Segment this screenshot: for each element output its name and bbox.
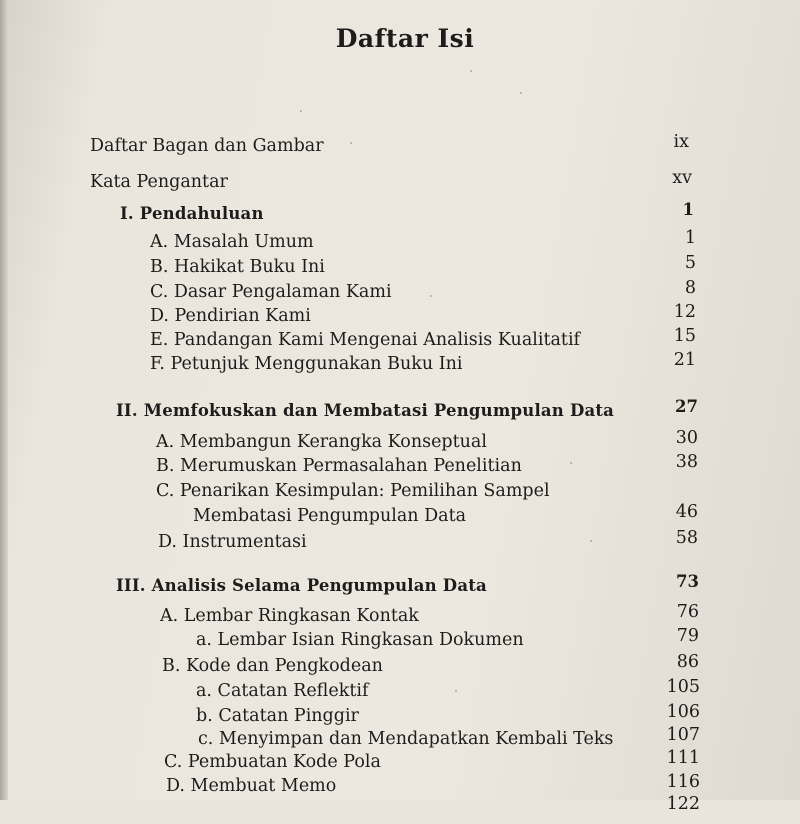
toc-entry-page: 111: [666, 748, 700, 768]
toc-entry-label: Membatasi Pengumpulan Data: [193, 506, 467, 526]
print-speck: [470, 70, 472, 72]
toc-entry: [0, 794, 800, 824]
toc-entry-label: A. Lembar Ringkasan Kontak: [160, 606, 419, 626]
toc-entry-page: xv: [672, 168, 692, 188]
toc-entry-page: ix: [673, 132, 689, 152]
print-speck: [350, 142, 352, 144]
toc-entry-page: 76: [676, 602, 699, 622]
toc-subentry-page: 79: [676, 626, 699, 646]
toc-entry-label: D. Pendirian Kami: [150, 306, 311, 326]
toc-chapter-label: III. Analisis Selama Pengumpulan Data: [116, 576, 487, 595]
print-speck: [570, 462, 572, 464]
toc-entry-page: 21: [673, 350, 696, 370]
print-speck: [300, 110, 302, 112]
toc-entry-label: F. Petunjuk Menggunakan Buku Ini: [150, 354, 463, 374]
print-speck: [590, 540, 592, 542]
toc-entry-label: D. Instrumentasi: [158, 532, 307, 552]
print-speck: [430, 295, 432, 297]
toc-entry-page: 122: [666, 794, 700, 814]
toc-entry-label: C. Dasar Pengalaman Kami: [150, 282, 392, 302]
toc-entry-page: 8: [684, 278, 696, 298]
toc-entry-label: A. Membangun Kerangka Konseptual: [156, 432, 487, 452]
toc-entry-label: C. Pembuatan Kode Pola: [164, 752, 381, 772]
toc-subentry-page: 107: [666, 725, 700, 745]
toc-entry-label: D. Membuat Memo: [166, 776, 337, 796]
toc-subentry-label: a. Lembar Isian Ringkasan Dokumen: [196, 630, 524, 650]
toc-entry: [0, 528, 800, 558]
toc-entry-page: 38: [675, 452, 698, 472]
toc-subentry-label: a. Catatan Reflektif: [196, 681, 369, 701]
toc-entry: [0, 452, 800, 482]
toc-entry-label: E. Pandangan Kami Mengenai Analisis Kualitatif: [150, 330, 581, 350]
toc-entry-page: 86: [676, 652, 699, 672]
toc-chapter-label: I. Pendahuluan: [120, 204, 264, 223]
toc-chapter-page: 73: [676, 572, 699, 591]
toc-chapter: [0, 397, 800, 427]
toc-entry: [0, 168, 800, 198]
toc-entry-page: 30: [675, 428, 698, 448]
toc-entry-page: 58: [675, 528, 698, 548]
toc-entry-label: C. Penarikan Kesimpulan: Pemilihan Sampel: [156, 481, 550, 501]
toc-chapter-label: II. Memfokuskan dan Membatasi Pengumpulan Data: [116, 401, 615, 420]
toc-entry-page: 12: [673, 302, 696, 322]
print-speck: [520, 92, 522, 94]
page-title: Daftar Isi: [335, 24, 475, 53]
toc-entry-page: 1: [684, 228, 696, 248]
toc-subentry-label: c. Menyimpan dan Mendapatkan Kembali Teks: [198, 729, 614, 749]
toc-subentry-label: b. Catatan Pinggir: [196, 706, 359, 726]
toc-entry-label: A. Masalah Umum: [150, 232, 314, 252]
toc-chapter-page: 27: [675, 397, 698, 416]
toc-entry-page: 5: [684, 253, 696, 273]
toc-entry: [0, 350, 800, 380]
toc-entry-label: B. Merumuskan Permasalahan Penelitian: [156, 456, 522, 476]
toc-chapter: [0, 572, 800, 602]
toc-subentry-page: 105: [666, 677, 700, 697]
toc-subentry-page: 106: [666, 702, 700, 722]
print-speck: [455, 690, 457, 692]
toc-entry-label: B. Kode dan Pengkodean: [162, 656, 383, 676]
toc-entry: [0, 132, 800, 162]
toc-entry-page: 15: [673, 326, 696, 346]
toc-chapter-page: 1: [682, 200, 694, 219]
toc-entry-label: Kata Pengantar: [90, 172, 228, 192]
toc-entry-page: 116: [666, 772, 700, 792]
toc-entry-label: B. Hakikat Buku Ini: [150, 257, 325, 277]
toc-chapter: [0, 200, 800, 230]
toc-entry-label: Daftar Bagan dan Gambar: [90, 136, 324, 156]
toc-entry-page: 46: [675, 502, 698, 522]
